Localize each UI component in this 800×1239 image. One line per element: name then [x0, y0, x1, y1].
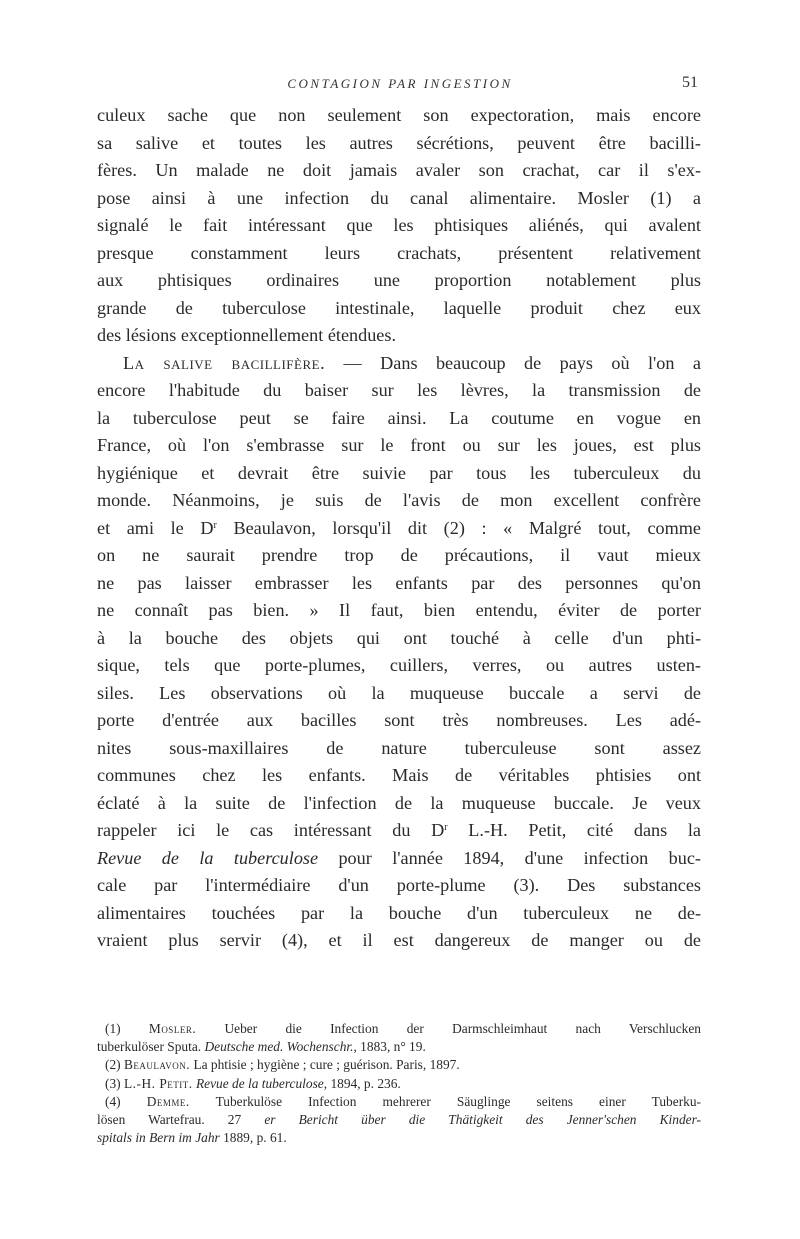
text-line: on ne saurait prendre trop de précautions, il vaut mieux — [97, 545, 701, 565]
text-line: siles. Les observations où la muqueuse buccale a servi de — [97, 682, 701, 703]
footnote-marker: (2) — [105, 1057, 124, 1073]
text-line: vraient plus servir (4), et il est dangereux de manger ou de — [97, 930, 701, 950]
section-heading: La salive bacillifère. — [123, 352, 326, 373]
text-line: fères. Un malade ne doit jamais avaler son crachat, car il s'ex- — [97, 160, 701, 180]
text-line: France, où l'on s'embrasse sur le front ou sur les joues, est plus — [97, 435, 701, 455]
footnote-4-cont — [97, 1129, 701, 1147]
journal-title: spitals in Bern im Jahr — [97, 1130, 220, 1146]
text-line: grande de tuberculose intestinale, laquelle produit chez eux — [97, 297, 701, 318]
text-span: pour l'année 1894, d'une infection buc- — [318, 847, 701, 868]
text-line: ne pas laisser embrasser les enfants par des personnes qu'on — [97, 572, 701, 593]
text-span: et ami le D — [97, 517, 214, 538]
text-span: — Dans beaucoup de pays où l'on a — [325, 352, 701, 373]
section-heading-line — [97, 350, 701, 378]
text-line: sa salive et toutes les autres sécrétions, peuvent être bacilli- — [97, 132, 701, 153]
text-line: communes chez les enfants. Mais de véritables phtisies ont — [97, 765, 701, 785]
page-header — [0, 76, 800, 96]
superscript: r — [213, 519, 217, 531]
footnote-author: Mosler. — [148, 1021, 197, 1036]
text-span: rappeler ici le cas intéressant du D — [97, 820, 445, 840]
text-span: lösen Wartefrau. 27 — [97, 1111, 265, 1127]
footnote-marker: (4) — [105, 1093, 147, 1109]
text-line: la tuberculose peut se faire ainsi. La coutume en vogue en — [97, 407, 701, 428]
text-line: hygiénique et devrait être suivie par tous les tuberculeux du — [97, 462, 701, 483]
footnote-author: Beaulavon. — [123, 1057, 191, 1073]
footnote-2 — [97, 1056, 701, 1074]
running-title: CONTAGION PAR INGESTION — [287, 76, 513, 91]
text-line: sique, tels que porte-plumes, cuillers, verres, ou autres usten- — [97, 655, 701, 675]
text-line — [97, 817, 701, 845]
text-line: monde. Néanmoins, je suis de l'avis de mon excellent confrère — [97, 490, 701, 510]
text-line: aux phtisiques ordinaires une proportion notablement plus — [97, 270, 701, 290]
text-span: Tuberkulöse Infection mehrerer Säuglinge seitens einer Tuberku- — [189, 1093, 701, 1109]
footnote-4-cont — [97, 1111, 701, 1129]
text-line — [97, 845, 701, 873]
text-line: pose ainsi à une infection du canal alimentaire. Mosler (1) a — [97, 187, 701, 208]
text-line: cale par l'intermédiaire d'un porte-plume (3). Des substances — [97, 875, 701, 895]
text-span: 1889, p. 61. — [219, 1130, 287, 1146]
footnote-1 — [97, 1020, 701, 1038]
text-line: presque constamment leurs crachats, présentent relativement — [97, 242, 701, 263]
text-line: culeux sache que non seulement son expectoration, mais encore — [97, 105, 701, 125]
text-line: encore l'habitude du baiser sur les lèvres, la transmission de — [97, 380, 701, 400]
journal-title: Deutsche med. Wochenschr. — [204, 1039, 354, 1055]
superscript: r — [444, 822, 448, 833]
text-line: alimentaires touchées par la bouche d'un tuberculeux ne de- — [97, 902, 701, 923]
text-line: des lésions exceptionnellement étendues. — [97, 325, 396, 345]
footnote-marker: (3) — [105, 1075, 124, 1091]
text-line: ne connaît pas bien. » Il faut, bien entendu, éviter de porter — [97, 600, 701, 620]
text-line: signalé le fait intéressant que les phtisiques aliénés, qui avalent — [97, 215, 701, 235]
main-text — [97, 102, 701, 955]
journal-title: Revue de la tuberculose — [195, 1075, 324, 1091]
text-line — [97, 515, 701, 543]
text-span: La phtisie ; hygiène ; cure ; guérison. Paris, 1897. — [190, 1057, 460, 1073]
text-line: éclaté à la suite de l'infection de la muqueuse buccale. Je veux — [97, 792, 701, 813]
text-span: , 1883, n° 19. — [353, 1039, 426, 1055]
text-span: , 1894, p. 236. — [323, 1075, 401, 1091]
footnote-1-cont — [97, 1038, 701, 1056]
text-span: L.-H. Petit, cité dans la — [447, 820, 701, 840]
footnote-3 — [97, 1075, 701, 1093]
text-line: à la bouche des objets qui ont touché à celle d'un phti- — [97, 627, 701, 648]
text-span: Ueber die Infection der Darmschleimhaut nach Verschlucken — [196, 1021, 701, 1036]
text-line: porte d'entrée aux bacilles sont très nombreuses. Les adé- — [97, 710, 701, 730]
footnote-author: L.-H. Petit. — [123, 1075, 193, 1091]
page-number: 51 — [682, 74, 698, 91]
footnote-author: Demme. — [146, 1093, 190, 1109]
text-span: Beaulavon, lorsqu'il dit (2) : « Malgré tout, comme — [216, 517, 701, 538]
text-span: tuberkulöser Sputa. — [97, 1039, 205, 1055]
footnotes — [97, 1020, 701, 1147]
journal-title: er Bericht über die Thätigkeit des Jenner'schen Kinder- — [264, 1111, 701, 1127]
footnote-4 — [97, 1093, 701, 1111]
journal-title: Revue de la tuberculose — [97, 847, 319, 868]
footnote-marker: (1) — [105, 1021, 149, 1036]
text-line: nites sous-maxillaires de nature tuberculeuse sont assez — [97, 737, 701, 758]
